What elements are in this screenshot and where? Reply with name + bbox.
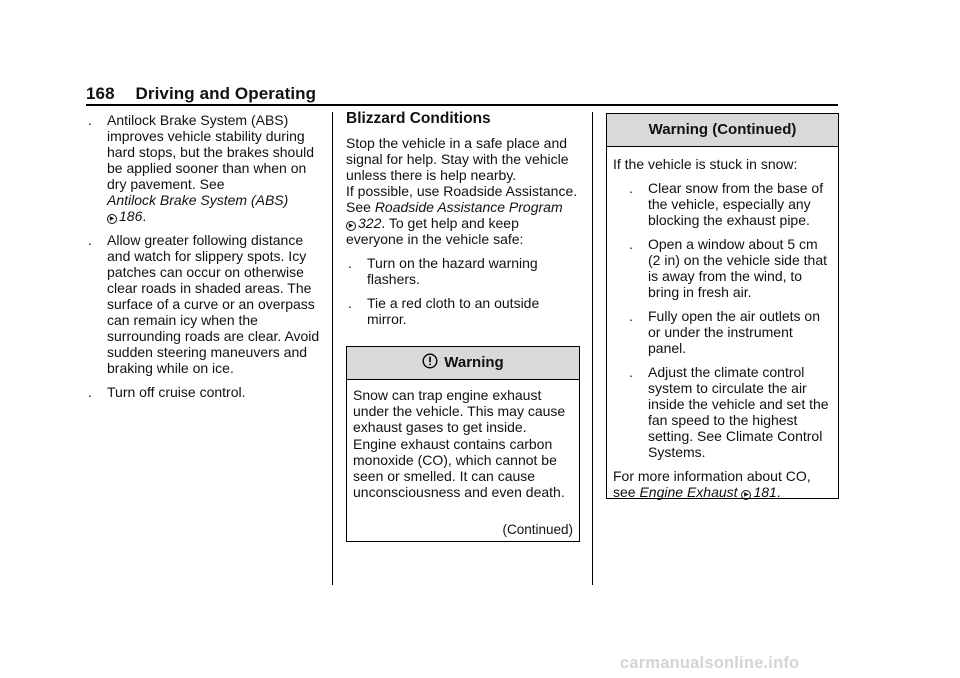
- cross-reference-link[interactable]: Antilock Brake System (ABS): [107, 192, 289, 208]
- bullet-glyph: .: [629, 308, 633, 324]
- bullet-text: Fully open the air outlets on or under the instrument panel.: [648, 308, 820, 356]
- page-reference[interactable]: 322: [358, 215, 382, 231]
- bullet-glyph: .: [629, 180, 633, 196]
- page-reference[interactable]: 181: [753, 484, 777, 500]
- bullet-glyph: .: [629, 236, 633, 252]
- cross-reference-link[interactable]: Engine Exhaust: [639, 484, 738, 500]
- warning-header: [347, 347, 579, 380]
- warning-continued-header: Warning (Continued): [607, 114, 838, 147]
- page-ref-icon: ▶: [741, 490, 751, 500]
- header-rule: [86, 104, 838, 106]
- section-heading: Blizzard Conditions: [346, 110, 491, 127]
- watermark-footer: carmanualsonline.info: [620, 654, 800, 672]
- bullet-glyph: .: [629, 364, 633, 380]
- bullet-text: Turn off cruise control.: [107, 384, 246, 400]
- page-ref-icon: ▶: [346, 221, 356, 231]
- cross-reference-link[interactable]: Roadside Assistance Program: [374, 199, 563, 215]
- column-divider-1: [332, 112, 333, 585]
- page-ref-icon: ▶: [107, 214, 117, 224]
- bullet-glyph: .: [88, 112, 92, 128]
- paragraph: [346, 183, 578, 247]
- warning-title: Warning: [444, 354, 504, 371]
- list-item: [627, 308, 832, 356]
- warning-continued-box: [606, 113, 839, 499]
- paragraph-text: For more information about CO, see: [613, 468, 811, 500]
- bullet-text: Clear snow from the base of the vehicle, especially any blocking the exhaust pipe.: [648, 180, 824, 228]
- column-divider-2: [592, 112, 593, 585]
- warning-box: [346, 346, 580, 542]
- warning-body: Snow can trap engine exhaust under the vehicle. This may cause exhaust gases to get inside. Engine exhaust contains carbon monoxide (CO), which cannot be seen or smelled. It can cause unconsciousness and even death.: [353, 387, 566, 501]
- bullet-glyph: .: [348, 295, 352, 311]
- list-item: [627, 236, 832, 300]
- list-item: [86, 232, 326, 376]
- bullet-glyph: .: [348, 255, 352, 271]
- paragraph: Stop the vehicle in a safe place and signal for help. Stay with the vehicle unless there is help nearby.: [346, 135, 569, 183]
- paragraph-text: .: [776, 484, 781, 500]
- bullet-text: Adjust the climate control system to circulate the air inside the vehicle and set the fan speed to the highest setting. See Climate Control Systems.: [648, 364, 829, 460]
- paragraph: If the vehicle is stuck in snow:: [613, 156, 798, 172]
- warning-continued-body: [607, 147, 838, 500]
- bullet-glyph: .: [88, 232, 92, 248]
- list-item: [346, 295, 578, 327]
- section-title: Driving and Operating: [135, 84, 317, 103]
- paragraph-text: . To get help and keep everyone in the vehicle safe:: [346, 215, 524, 247]
- bullet-text: Tie a red cloth to an outside mirror.: [367, 295, 540, 327]
- column-2: [346, 111, 578, 335]
- list-item: [627, 180, 832, 228]
- paragraph-text: If possible, use Roadside Assistance. See: [346, 183, 578, 215]
- bullet-text: Turn on the hazard warning flashers.: [367, 255, 538, 287]
- bullet-text: Open a window about 5 cm (2 in) on the vehicle side that is away from the wind, to bring in fresh air.: [648, 236, 827, 300]
- bullet-text: Antilock Brake System (ABS) improves vehicle stability during hard stops, but the brakes should be applied sooner than when on dry pavement. See: [107, 112, 315, 192]
- bullet-text: Allow greater following distance and watch for slippery spots. Icy patches can occur on otherwise clear roads in shaded areas. The surface of a curve or an overpass can remain icy when the surrounding roads are clear. Avoid sudden steering maneuvers and braking while on ice.: [107, 232, 320, 376]
- column-1: [86, 112, 326, 408]
- list-item: [346, 255, 578, 287]
- bullet-glyph: .: [88, 384, 92, 400]
- continued-note: (Continued): [502, 522, 573, 537]
- list-item: [627, 364, 832, 460]
- page-number: 168: [86, 84, 115, 103]
- list-item: [86, 384, 326, 400]
- page-header: [86, 84, 316, 104]
- page-reference[interactable]: 186: [119, 208, 143, 224]
- warning-icon: [422, 353, 438, 369]
- paragraph: [613, 468, 832, 500]
- list-item: . Antilock Brake System (ABS) improves vehicle stability during hard stops, but the brakes should be applied sooner than when on dry pavement. See Antilock Brake System (ABS) ▶ 186.: [88, 112, 315, 224]
